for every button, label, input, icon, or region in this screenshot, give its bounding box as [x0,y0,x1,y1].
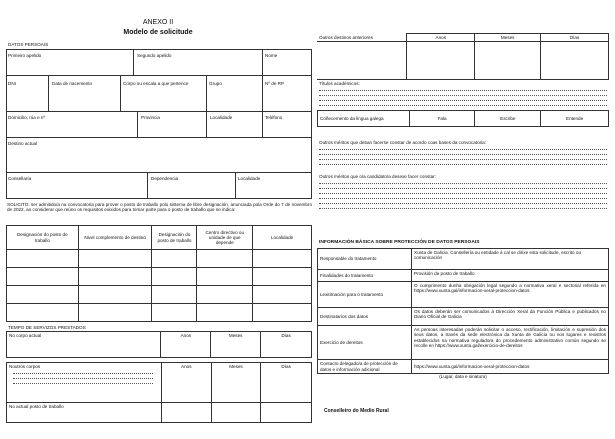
galician-label: Coñecemento da lingua galega [318,111,410,127]
pd-label: Destinatarios dos datos [318,308,412,326]
col-post-designation-2: Designación do posto de traballo [152,226,197,250]
field-name[interactable]: Nome [265,53,278,58]
signatory-title: Conselleiro do Medio Rural [324,408,389,414]
field-address[interactable]: Domicilio, rúa e nº [8,115,46,120]
previous-posts-input[interactable] [317,42,407,80]
previous-posts-label: Outros destinos anteriores [317,34,407,42]
table-row[interactable] [7,286,312,304]
service-time-title: TEMPO DE SERVIZOS PRESTADOS [8,325,86,330]
field-dependency[interactable]: Dependencia [151,176,179,181]
days-header-3: Días [541,34,609,42]
table-row[interactable] [7,304,312,322]
service-time-other [6,362,312,423]
months-header-2: Meses [211,363,261,403]
table-row[interactable] [7,250,312,268]
pd-label: Lexitimación para o tratamento [318,282,412,308]
pd-label: Responsable do tratamento [318,249,412,270]
pd-value: As persoas interesadas poderán solicitar o acceso, rectificación, limitación e supresión dos seus datos, a través da sede electrónica da Xunta de Galicia ou nos lugares e rexistros establecidos na normativa reguladora do procedemento administrativo común segundo se recolle en https://www.xunta.gal/exercicio-de-dereitos [412,326,609,360]
months-header: Meses [211,332,261,358]
field-rp-number[interactable]: Nº de RP [265,81,285,86]
personal-section-title: DATOS PERSOAIS [8,42,49,47]
form-title: Modelo de solicitude [123,29,193,36]
merits-lines[interactable] [319,145,607,165]
pd-value: O cumprimento dunha obrigación legal segundo a normativa xeral e sectorial referida en https://www.xunta.gal/informacion-xeral-proteccion-datos [412,282,609,308]
field-birth-date[interactable]: Data de nacemento [52,81,93,86]
days-header: Días [261,332,312,358]
writes-label[interactable]: Escribe [475,111,541,127]
field-group[interactable]: Grupo [209,81,222,86]
previous-posts-table [317,33,609,80]
pd-value: Provisión de posto de traballo [412,270,609,282]
candidate-merits-label: Outros méritos que o/a candidato/a desexe facer constar: [319,174,436,179]
years-header: Anos [161,332,211,358]
field-phone[interactable]: Teléfono [265,115,283,120]
field-department[interactable]: Consellaría [8,176,32,181]
col-level: Nivel complemento de destino [78,226,152,250]
table-row[interactable] [7,268,312,286]
months-header-3: Meses [475,34,541,42]
pd-value: Os datos deberán ser comunicados á Dirección Xeral da Función Pública e publicados no Diario Oficial de Galicia [412,308,609,326]
current-post-label: No actual posto de traballo [7,403,162,423]
pd-label: Finalidades do tratamento [318,270,412,282]
current-corps-label: No corpo actual [7,332,161,358]
col-post-designation: Designación do posto de traballo [7,226,79,250]
field-corps[interactable]: Corpo ou escala a que pertence [123,81,189,86]
posts-table [6,225,312,322]
field-locality[interactable]: Localidade [210,115,233,120]
other-corps-label: Noutros corpos [9,364,41,369]
merits-label: Outros méritos que deban facerse constar de acordo coas bases da convocatoria: [319,140,487,145]
field-province[interactable]: Provincia [141,115,160,120]
solicito-text: SOLICITO: ser admitido/a na convocatoria para prover o posto de traballo polo sistema de libre designación, anunciada pola Orde do 7 de novembro de 2022, ao considerar que reúno os requisitos exixidos para tomar parte para o posto de traballo que se indica: [7,202,312,213]
days-header-2: Días [261,363,312,403]
candidate-merits-lines[interactable] [319,179,607,209]
years-header-3: Anos [407,34,475,42]
field-dni[interactable]: DNI [8,81,16,86]
speaks-label[interactable]: Fala [409,111,475,127]
col-locality: Localidade [253,226,312,250]
col-directive-center: Centro directivo ou unidade de que depende [197,226,253,250]
pd-value: Xunta de Galicia. Consellería ou entidade á cal se dirixe esta solicitude, escrito ou comunicación [412,249,609,270]
pd-label: Exercicio de dereitos [318,326,412,360]
academic-titles-label: Títulos académicos: [319,81,360,86]
other-corps-cell[interactable] [7,363,162,403]
academic-titles-lines[interactable] [319,86,607,106]
field-current-post[interactable]: Destino actual [8,141,38,146]
service-time-current [6,331,312,358]
field-second-surname[interactable]: Segundo apelido [137,53,172,58]
years-header-2: Anos [161,363,211,403]
place-date-signature[interactable]: (Lugar, data e sinatura) [439,374,487,379]
field-locality-2[interactable]: Localidade [238,176,261,181]
galician-language-table [317,110,609,127]
pd-label: Contacto delegado/a de protección de datos e información adicional [318,360,412,374]
annex-label: ANEXO II [142,19,174,26]
pd-value: https://www.xunta.gal/informacion-xeral-proteccion-datos [412,360,609,374]
data-protection-table [317,248,609,374]
data-protection-title: INFORMACIÓN BÁSICA SOBRE PROTECCIÓN DE DATOS PERSOAIS [319,240,480,245]
understands-label[interactable]: Entende [541,111,609,127]
field-first-surname[interactable]: Primeiro apelido [8,53,42,58]
